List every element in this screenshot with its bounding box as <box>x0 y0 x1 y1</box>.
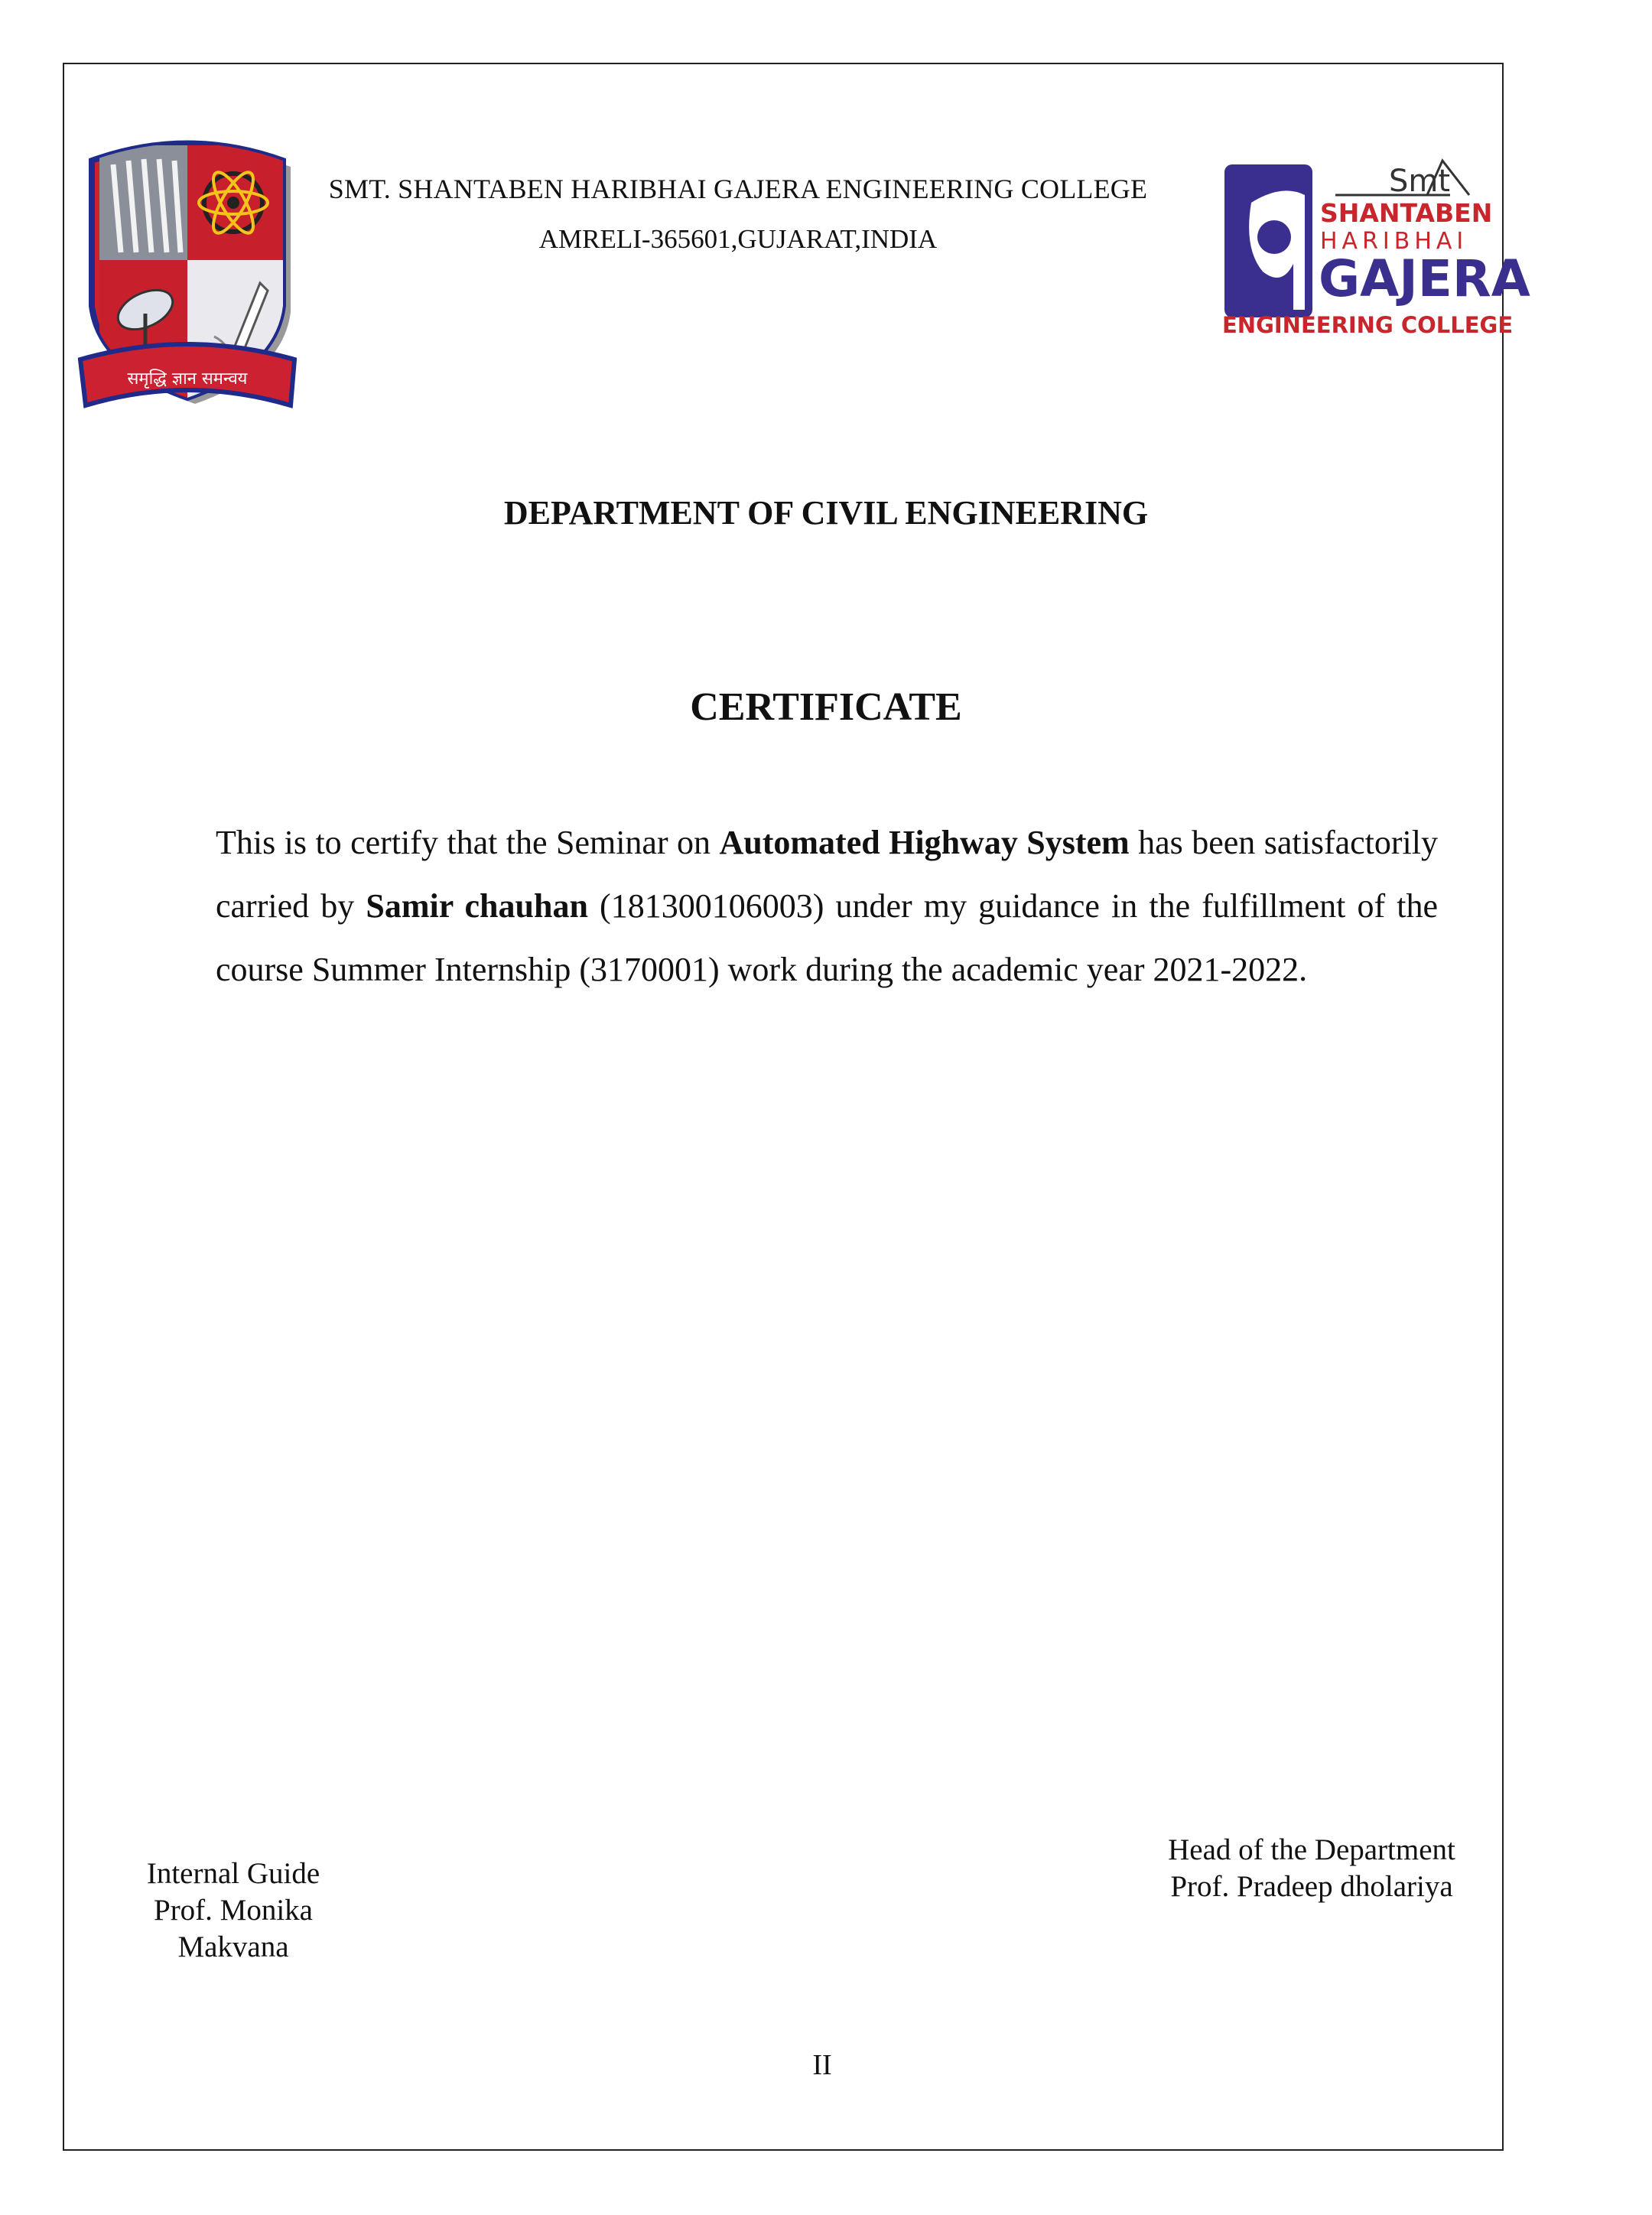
page-number: II <box>812 2049 832 2081</box>
hod-role: Head of the Department <box>1168 1833 1455 1866</box>
logo-line-haribhai: HARIBHAI <box>1320 228 1468 255</box>
college-logo-icon <box>1221 149 1530 344</box>
logo-line-gajera: GAJERA <box>1319 249 1530 308</box>
guide-name-line1: Prof. Monika <box>154 1894 313 1927</box>
logo-smt-text: Smt <box>1389 164 1451 199</box>
guide-role: Internal Guide <box>146 1857 320 1890</box>
hod-name: Prof. Pradeep dholariya <box>1170 1870 1453 1903</box>
student-name: Samir chauhan <box>366 887 588 925</box>
body-text-3: (181300106003) under my guidance in the fulfillment of the course Summer Internship (3170001) work during the academic year 2021-2022. <box>216 887 1439 988</box>
internal-guide-signature-block <box>115 1856 352 1966</box>
university-crest-icon <box>76 130 298 424</box>
logo-line-shantaben: SHANTABEN <box>1320 198 1493 228</box>
certificate-body <box>216 811 1438 1001</box>
certificate-title: CERTIFICATE <box>690 685 962 729</box>
logo-line-engineering-college: ENGINEERING COLLEGE <box>1222 312 1514 338</box>
body-text-1: This is to certify that the Seminar on <box>216 824 720 861</box>
seminar-title: Automated Highway System <box>719 824 1130 861</box>
hod-signature-block <box>1132 1832 1491 1905</box>
guide-name-line2: Makvana <box>177 1930 289 1963</box>
college-address: AMRELI-365601,GUJARAT,INDIA <box>538 224 938 254</box>
crest-motto: समृद्धि ज्ञान समन्वय <box>127 369 248 389</box>
college-name: SMT. SHANTABEN HARIBHAI GAJERA ENGINEERING COLLEGE <box>328 174 1148 204</box>
department-heading: DEPARTMENT OF CIVIL ENGINEERING <box>503 494 1149 532</box>
body-text-2: has been satisfactorily carried by <box>216 824 1438 925</box>
